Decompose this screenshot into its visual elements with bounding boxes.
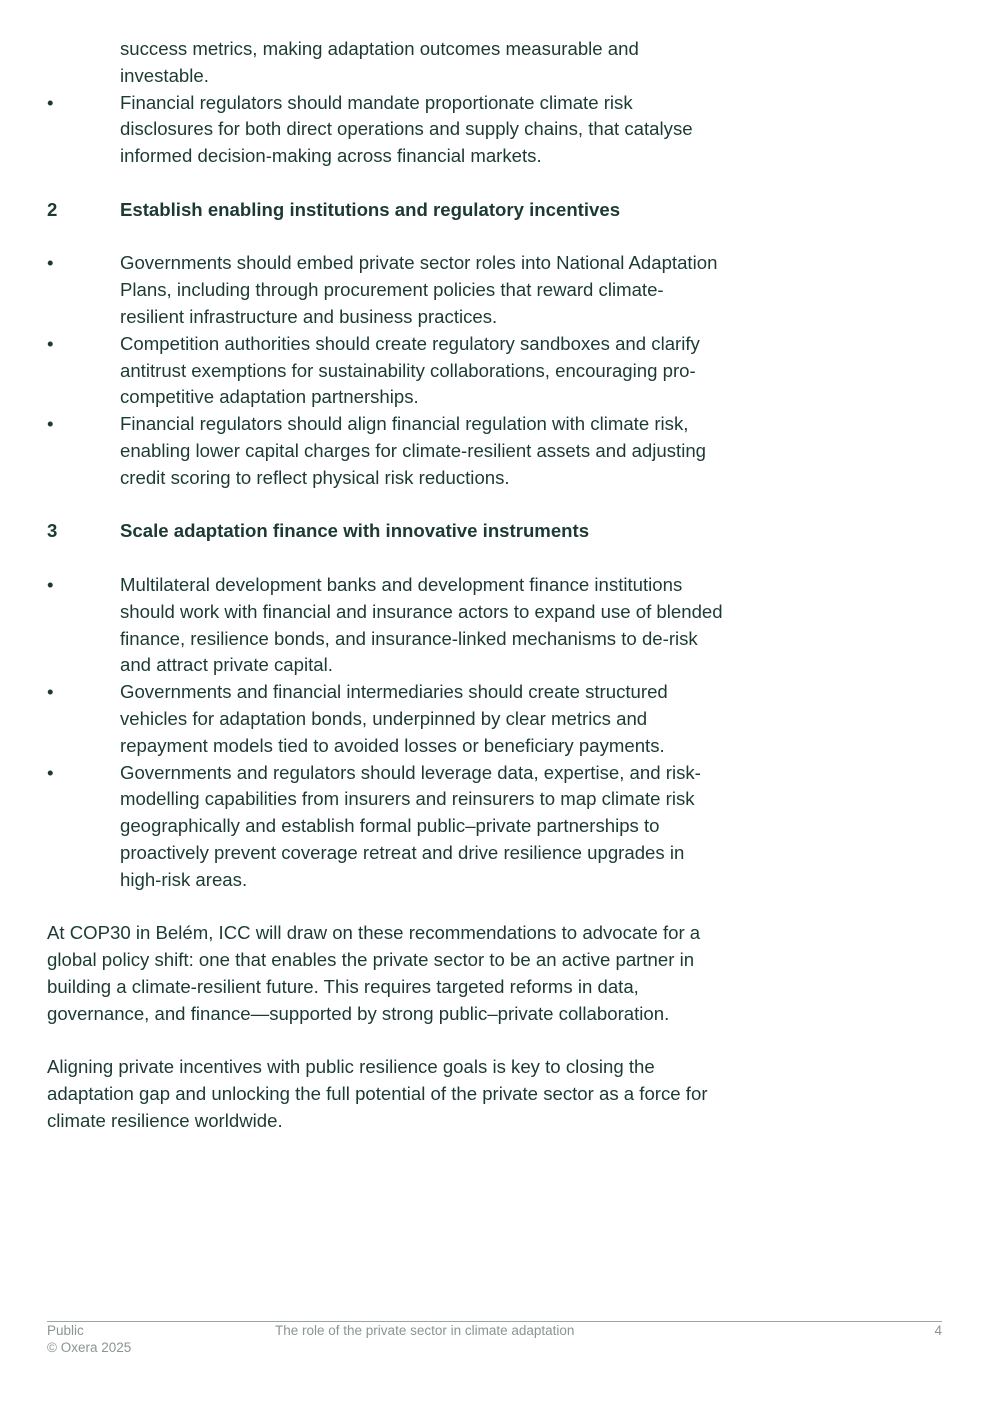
list-item-text: Financial regulators should mandate proportionate climate risk disclosures for both direct operations and supply chains, that catalyse informed decision-making across financial markets. <box>120 91 693 167</box>
bullet-icon: • <box>47 332 54 354</box>
list-item <box>47 250 727 330</box>
section-number: 2 <box>47 198 58 220</box>
list-item-text: Governments should embed private sector roles into National Adaptation Plans, including through procurement policies that reward climate-resilient infrastructure and business practices. <box>120 252 718 327</box>
body-paragraph: At COP30 in Belém, ICC will draw on these recommendations to advocate for a global policy shift: one that enables the private sector to be an active partner in building a climate-resilient future. This requires targeted reforms in data, governance, and finance—supported by strong public–private collaboration. <box>47 922 701 1024</box>
footer-left <box>47 1322 131 1356</box>
bullet-icon: • <box>47 413 54 435</box>
list-item <box>47 331 727 411</box>
list-item-text: success metrics, making adaptation outcomes measurable and investable. <box>120 38 639 86</box>
list-item-text: Financial regulators should align financial regulation with climate risk, enabling lower capital charges for climate-resilient assets and adjusting credit scoring to reflect physical risk reductions. <box>120 413 707 488</box>
section-title: Scale adaptation finance with innovative instruments <box>120 520 590 542</box>
footer-document-title: The role of the private sector in climate adaptation <box>275 1323 575 1338</box>
footer-copyright: © Oxera 2025 <box>47 1340 132 1355</box>
list-item <box>47 679 727 759</box>
section-heading-3 <box>47 518 727 545</box>
body-paragraph: Aligning private incentives with public resilience goals is key to closing the adaptation gap and unlocking the full potential of the private sector as a force for climate resilience worldwide. <box>47 1056 708 1131</box>
bullet-icon: • <box>47 761 54 783</box>
page-content <box>47 36 727 1135</box>
bullet-icon: • <box>47 681 54 703</box>
section-heading-2 <box>47 197 727 224</box>
bullet-icon: • <box>47 573 54 595</box>
list-item <box>47 760 727 894</box>
list-item-text: Competition authorities should create regulatory sandboxes and clarify antitrust exemptions for sustainability collaborations, encouraging pro-competitive adaptation partnerships. <box>120 332 700 408</box>
bullet-icon: • <box>47 252 54 274</box>
list-item-continuation <box>47 36 727 90</box>
footer-classification: Public <box>47 1323 84 1338</box>
bullet-icon: • <box>47 91 54 113</box>
list-item <box>47 411 727 491</box>
list-item <box>47 90 727 170</box>
list-item-text: Governments and regulators should leverage data, expertise, and risk-modelling capabilities from insurers and reinsurers to map climate risk geographically and establish formal public–private partnerships to proactively prevent coverage retreat and drive resilience upgrades in high-risk areas. <box>120 761 701 890</box>
footer-page-number: 4 <box>934 1323 942 1338</box>
list-item <box>47 572 727 679</box>
section-title: Establish enabling institutions and regulatory incentives <box>120 198 621 220</box>
list-item-text: Governments and financial intermediaries should create structured vehicles for adaptation bonds, underpinned by clear metrics and repayment models tied to avoided losses or beneficiary payments. <box>120 681 668 756</box>
section-number: 3 <box>47 520 58 542</box>
list-item-text: Multilateral development banks and development finance institutions should work with financial and insurance actors to expand use of blended finance, resilience bonds, and insurance-linked mechanisms to de-risk and attract private capital. <box>120 573 723 676</box>
